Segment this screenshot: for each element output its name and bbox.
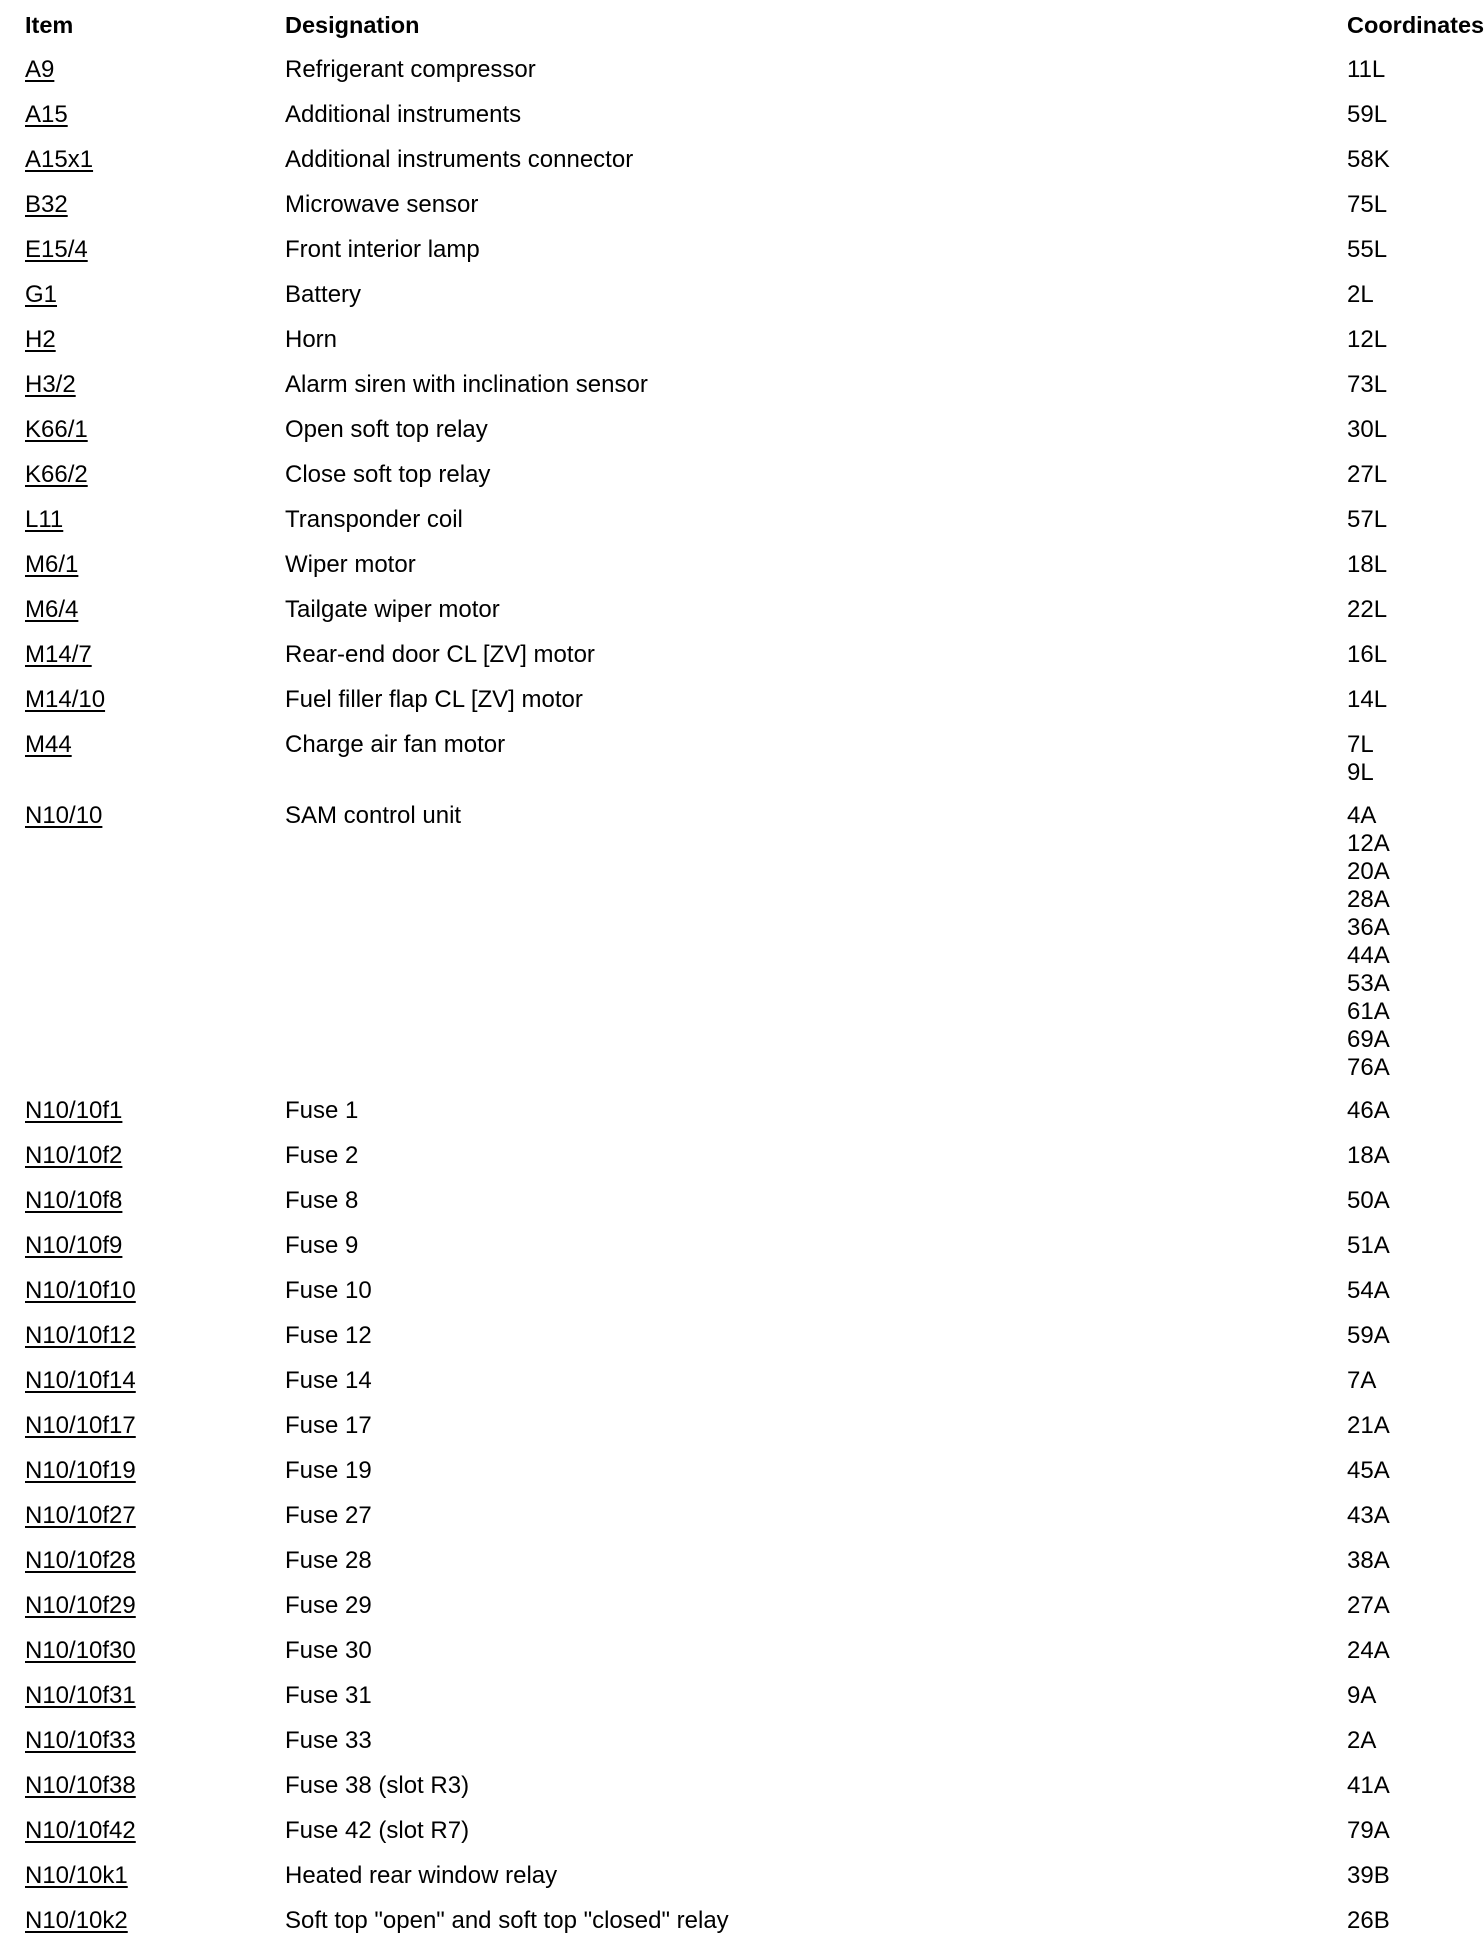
designation-cell: Fuel filler flap CL [ZV] motor <box>285 686 583 713</box>
item-cell <box>25 1592 136 1620</box>
table-row <box>0 1894 1472 1939</box>
designation-cell: Rear-end door CL [ZV] motor <box>285 641 595 668</box>
item-cell <box>25 371 76 399</box>
designation-cell: Battery <box>285 281 362 308</box>
item-link[interactable]: A15x1 <box>25 146 94 173</box>
coordinates-cell <box>1347 1367 1472 1395</box>
designation-cell: Additional instruments connector <box>285 146 634 173</box>
designation-cell: Fuse 38 (slot R3) <box>285 1772 470 1799</box>
item-link[interactable]: H3/2 <box>25 371 76 398</box>
table-row <box>0 1264 1472 1309</box>
designation-cell: Refrigerant compressor <box>285 56 536 83</box>
coordinate-value: 79A <box>1347 1817 1390 1844</box>
table-row <box>0 133 1472 178</box>
coordinate-value: 4A <box>1347 802 1377 829</box>
item-cell <box>25 1502 136 1530</box>
coordinates-cell <box>1347 731 1472 787</box>
coordinate-value: 11L <box>1347 56 1386 83</box>
coordinate-value: 50A <box>1347 1187 1390 1214</box>
designation-cell: Charge air fan motor <box>285 731 506 758</box>
coordinate-value: 18L <box>1347 551 1388 578</box>
designation-cell: Fuse 30 <box>285 1637 372 1664</box>
table-row <box>0 1534 1472 1579</box>
item-link[interactable]: K66/1 <box>25 416 88 443</box>
item-link[interactable]: N10/10f30 <box>25 1637 136 1664</box>
item-cell <box>25 191 68 219</box>
table-row <box>0 313 1472 358</box>
item-link[interactable]: M44 <box>25 731 72 758</box>
item-link[interactable]: N10/10f38 <box>25 1772 136 1799</box>
header-designation: Designation <box>285 12 420 38</box>
item-cell <box>25 236 88 264</box>
coordinate-value: 9L <box>1347 759 1374 786</box>
item-link[interactable]: B32 <box>25 191 68 218</box>
coordinates-cell <box>1347 191 1472 219</box>
coordinates-cell <box>1347 1097 1472 1125</box>
table-row <box>0 403 1472 448</box>
coordinates-cell <box>1347 1682 1472 1710</box>
item-link[interactable]: N10/10f9 <box>25 1232 123 1259</box>
coordinate-value: 22L <box>1347 596 1388 623</box>
coordinates-cell <box>1347 551 1472 579</box>
table-row <box>0 43 1472 88</box>
designation-cell: Tailgate wiper motor <box>285 596 500 623</box>
coordinates-cell <box>1347 1187 1472 1215</box>
item-cell <box>25 326 56 354</box>
item-cell <box>25 281 57 309</box>
item-link[interactable]: N10/10f27 <box>25 1502 136 1529</box>
item-link[interactable]: M14/7 <box>25 641 92 668</box>
table-row <box>0 1084 1472 1129</box>
coordinate-value: 39B <box>1347 1862 1390 1889</box>
designation-cell: Fuse 29 <box>285 1592 372 1619</box>
coordinate-value: 27A <box>1347 1592 1390 1619</box>
item-link[interactable]: A9 <box>25 56 55 83</box>
item-link[interactable]: N10/10f33 <box>25 1727 136 1754</box>
table-row <box>0 1579 1472 1624</box>
designation-cell: Soft top "open" and soft top "closed" relay <box>285 1907 729 1934</box>
designation-cell: Fuse 10 <box>285 1277 372 1304</box>
table-header <box>0 0 1484 43</box>
item-cell <box>25 101 68 129</box>
table-row <box>0 448 1472 493</box>
designation-cell: Fuse 17 <box>285 1412 372 1439</box>
coordinates-cell <box>1347 1502 1472 1530</box>
item-cell <box>25 1232 122 1260</box>
item-link[interactable]: N10/10f29 <box>25 1592 136 1619</box>
coordinates-cell <box>1347 1457 1472 1485</box>
coordinate-value: 16L <box>1347 641 1388 668</box>
item-cell <box>25 1322 136 1350</box>
item-cell <box>25 1457 136 1485</box>
coordinates-cell <box>1347 326 1472 354</box>
coordinate-value: 12L <box>1347 326 1388 353</box>
item-cell <box>25 1727 136 1755</box>
item-link[interactable]: A15 <box>25 101 68 128</box>
table-row <box>0 1624 1472 1669</box>
coordinate-value: 2A <box>1347 1727 1377 1754</box>
item-cell <box>25 641 92 669</box>
table-body <box>0 43 1472 1939</box>
coordinate-value: 43A <box>1347 1502 1390 1529</box>
coordinate-value: 46A <box>1347 1097 1390 1124</box>
coordinate-value: 7A <box>1347 1367 1377 1394</box>
table-row <box>0 1759 1472 1804</box>
item-cell <box>25 1277 136 1305</box>
coordinates-cell <box>1347 1637 1472 1665</box>
table-row <box>0 88 1472 133</box>
table-row <box>0 1174 1472 1219</box>
item-cell <box>25 1637 136 1665</box>
table-row <box>0 1354 1472 1399</box>
coordinates-cell <box>1347 371 1472 399</box>
item-link[interactable]: N10/10k2 <box>25 1907 128 1934</box>
coordinate-value: 12A <box>1347 830 1390 857</box>
item-link[interactable]: N10/10f17 <box>25 1412 136 1439</box>
designation-cell: Fuse 8 <box>285 1187 359 1214</box>
coordinates-cell <box>1347 281 1472 309</box>
table-row <box>0 1444 1472 1489</box>
coordinate-value: 41A <box>1347 1772 1390 1799</box>
item-cell <box>25 461 88 489</box>
table-row <box>0 1399 1472 1444</box>
item-cell <box>25 731 72 759</box>
item-link[interactable]: N10/10f10 <box>25 1277 136 1304</box>
table-row <box>0 178 1472 223</box>
coordinates-cell <box>1347 1322 1472 1350</box>
coordinates-cell <box>1347 1412 1472 1440</box>
item-link[interactable]: M6/1 <box>25 551 79 578</box>
designation-cell: Fuse 19 <box>285 1457 372 1484</box>
coordinates-cell <box>1347 1277 1472 1305</box>
item-link[interactable]: M6/4 <box>25 596 79 623</box>
table-row <box>0 789 1472 1084</box>
coordinate-value: 61A <box>1347 998 1390 1025</box>
coordinate-value: 51A <box>1347 1232 1390 1259</box>
designation-cell: Heated rear window relay <box>285 1862 558 1889</box>
designation-cell: Fuse 1 <box>285 1097 359 1124</box>
table-row <box>0 583 1472 628</box>
item-link[interactable]: N10/10k1 <box>25 1862 128 1889</box>
coordinates-cell <box>1347 1817 1472 1845</box>
item-cell <box>25 802 102 830</box>
designation-cell: Fuse 31 <box>285 1682 372 1709</box>
coordinate-value: 2L <box>1347 281 1374 308</box>
coordinate-value: 30L <box>1347 416 1388 443</box>
designation-cell: Horn <box>285 326 338 353</box>
item-link[interactable]: N10/10f1 <box>25 1097 123 1124</box>
coordinates-cell <box>1347 1727 1472 1755</box>
coordinates-cell <box>1347 1772 1472 1800</box>
coordinate-value: 59L <box>1347 101 1388 128</box>
table-row <box>0 223 1472 268</box>
coordinates-cell <box>1347 236 1472 264</box>
item-link[interactable]: N10/10f28 <box>25 1547 136 1574</box>
coordinate-value: 73L <box>1347 371 1388 398</box>
coordinates-cell <box>1347 1232 1472 1260</box>
table-row <box>0 628 1472 673</box>
designation-cell: Alarm siren with inclination sensor <box>285 371 648 398</box>
coordinates-cell <box>1347 1592 1472 1620</box>
coordinate-value: 76A <box>1347 1054 1390 1081</box>
coordinate-value: 57L <box>1347 506 1388 533</box>
coordinate-value: 27L <box>1347 461 1388 488</box>
coordinate-value: 53A <box>1347 970 1390 997</box>
coordinate-value: 36A <box>1347 914 1390 941</box>
item-link[interactable]: L11 <box>25 506 64 533</box>
coordinate-value: 24A <box>1347 1637 1390 1664</box>
header-coordinates: Coordinates <box>1347 12 1484 38</box>
designation-cell: Open soft top relay <box>285 416 488 443</box>
designation-cell: Fuse 33 <box>285 1727 372 1754</box>
item-cell <box>25 596 78 624</box>
item-cell <box>25 1097 122 1125</box>
item-cell <box>25 1682 136 1710</box>
coordinates-cell <box>1347 802 1472 1082</box>
item-link[interactable]: G1 <box>25 281 58 308</box>
table-row <box>0 268 1472 313</box>
table-row <box>0 538 1472 583</box>
table-row <box>0 358 1472 403</box>
item-cell <box>25 1547 136 1575</box>
coordinate-value: 20A <box>1347 858 1390 885</box>
item-link[interactable]: N10/10f14 <box>25 1367 136 1394</box>
item-cell <box>25 56 54 84</box>
coordinate-value: 59A <box>1347 1322 1390 1349</box>
item-link[interactable]: N10/10f2 <box>25 1142 123 1169</box>
coordinate-value: 28A <box>1347 886 1390 913</box>
table-row <box>0 1849 1472 1894</box>
table-row <box>0 1219 1472 1264</box>
coordinates-cell <box>1347 461 1472 489</box>
coordinate-value: 58K <box>1347 146 1390 173</box>
designation-cell: Wiper motor <box>285 551 416 578</box>
item-cell <box>25 1862 128 1890</box>
table-row <box>0 1309 1472 1354</box>
coordinate-value: 45A <box>1347 1457 1390 1484</box>
item-link[interactable]: N10/10f31 <box>25 1682 136 1709</box>
coordinates-cell <box>1347 1142 1472 1170</box>
item-cell <box>25 1817 136 1845</box>
item-link[interactable]: H2 <box>25 326 56 353</box>
item-cell <box>25 1142 122 1170</box>
coordinate-value: 55L <box>1347 236 1388 263</box>
coordinate-value: 21A <box>1347 1412 1390 1439</box>
item-link[interactable]: N10/10f42 <box>25 1817 136 1844</box>
item-cell <box>25 1187 122 1215</box>
table-row <box>0 1669 1472 1714</box>
item-link[interactable]: E15/4 <box>25 236 88 263</box>
designation-cell: Fuse 9 <box>285 1232 359 1259</box>
coordinate-value: 14L <box>1347 686 1388 713</box>
item-link[interactable]: N10/10f8 <box>25 1187 123 1214</box>
coordinates-cell <box>1347 56 1472 84</box>
coordinate-value: 69A <box>1347 1026 1390 1053</box>
designation-cell: Fuse 27 <box>285 1502 372 1529</box>
coordinate-value: 18A <box>1347 1142 1390 1169</box>
designation-cell: Fuse 14 <box>285 1367 372 1394</box>
coordinates-cell <box>1347 146 1472 174</box>
designation-cell: Fuse 12 <box>285 1322 372 1349</box>
coordinates-cell <box>1347 596 1472 624</box>
coordinate-value: 54A <box>1347 1277 1390 1304</box>
designation-cell: Fuse 2 <box>285 1142 359 1169</box>
table-row <box>0 1129 1472 1174</box>
designation-cell: Fuse 28 <box>285 1547 372 1574</box>
coordinates-cell <box>1347 641 1472 669</box>
item-link[interactable]: M14/10 <box>25 686 106 713</box>
coordinate-value: 38A <box>1347 1547 1390 1574</box>
coordinate-value: 44A <box>1347 942 1390 969</box>
table-row <box>0 1804 1472 1849</box>
table-row <box>0 493 1472 538</box>
item-link[interactable]: N10/10f19 <box>25 1457 136 1484</box>
coordinates-cell <box>1347 1907 1472 1935</box>
designation-cell: Microwave sensor <box>285 191 479 218</box>
table-row <box>0 673 1472 718</box>
coordinates-cell <box>1347 101 1472 129</box>
designation-cell: Additional instruments <box>285 101 522 128</box>
designation-cell: Front interior lamp <box>285 236 480 263</box>
coordinate-value: 7L <box>1347 731 1374 758</box>
item-cell <box>25 1412 136 1440</box>
item-link[interactable]: N10/10f12 <box>25 1322 136 1349</box>
designation-cell: Close soft top relay <box>285 461 491 488</box>
item-cell <box>25 416 88 444</box>
item-cell <box>25 1907 128 1935</box>
item-cell <box>25 506 63 534</box>
designation-cell: Transponder coil <box>285 506 463 533</box>
coordinates-cell <box>1347 416 1472 444</box>
item-cell <box>25 1772 136 1800</box>
designation-cell: SAM control unit <box>285 802 462 829</box>
item-link[interactable]: N10/10 <box>25 802 103 829</box>
coordinate-value: 26B <box>1347 1907 1390 1934</box>
item-cell <box>25 551 78 579</box>
table-row <box>0 1714 1472 1759</box>
coordinates-cell <box>1347 686 1472 714</box>
coordinates-cell <box>1347 506 1472 534</box>
designation-cell: Fuse 42 (slot R7) <box>285 1817 470 1844</box>
item-cell <box>25 146 93 174</box>
item-cell <box>25 1367 136 1395</box>
header-item: Item <box>25 12 74 38</box>
coordinates-cell <box>1347 1547 1472 1575</box>
table-row <box>0 1489 1472 1534</box>
coordinate-value: 75L <box>1347 191 1388 218</box>
item-cell <box>25 686 105 714</box>
item-link[interactable]: K66/2 <box>25 461 88 488</box>
coordinates-cell <box>1347 1862 1472 1890</box>
coordinate-value: 9A <box>1347 1682 1377 1709</box>
table-row <box>0 718 1472 789</box>
